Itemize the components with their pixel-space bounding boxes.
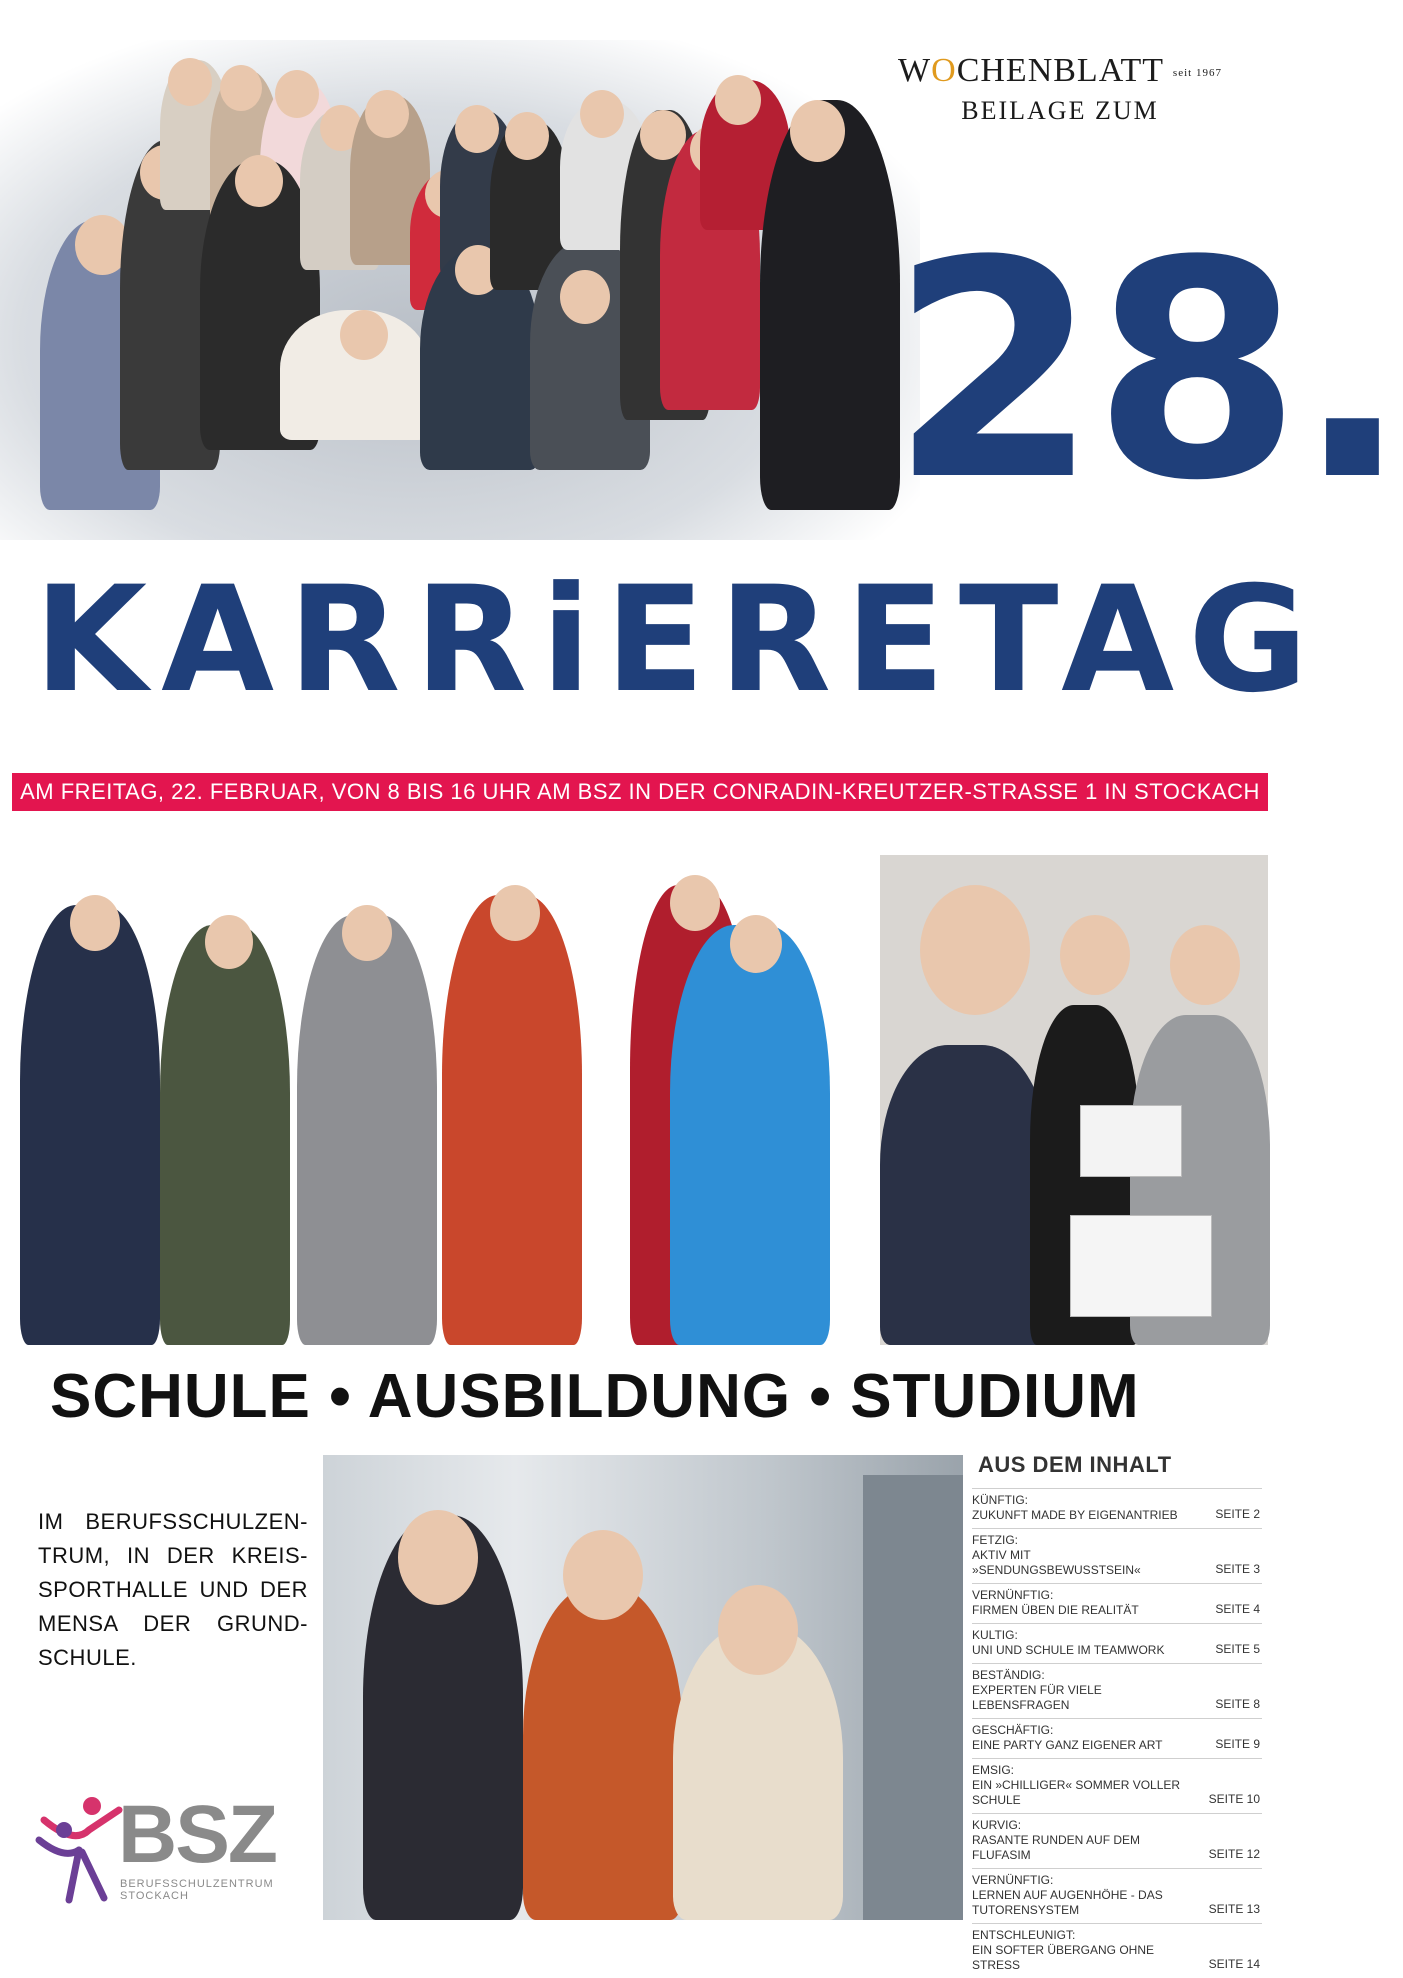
bsz-caption: BERUFSSCHULZENTRUM STOCKACH [120, 1878, 274, 1902]
bsz-letters: BSZ [118, 1789, 276, 1880]
teachers-photo [880, 855, 1268, 1345]
staff-photo [323, 1455, 963, 1920]
bsz-logo [34, 1790, 294, 1910]
toc-item[interactable]: ENTSCHLEUNIGT: EIN SOFTER ÜBERGANG OHNE STRESS SEITE 14 [972, 1923, 1262, 1978]
toc-item[interactable]: EMSIG: EIN »CHILLIGER« SOMMER VOLLER SCHULE SEITE 10 [972, 1758, 1262, 1813]
lead-text: IM BERUFSSCHULZEN-TRUM, IN DER KREIS-SPORTHALLE UND DER MENSA DER GRUND-SCHULE. [38, 1509, 308, 1670]
section-title: SCHULE • AUSBILDUNG • STUDIUM [50, 1362, 1140, 1431]
toc-item[interactable]: BESTÄNDIG: EXPERTEN FÜR VIELE LEBENSFRAGEN SEITE 8 [972, 1663, 1262, 1718]
page-title: KARRiERETAG [34, 555, 1322, 725]
toc-item[interactable]: KULTIG: UNI UND SCHULE IM TEAMWORK SEITE 5 [972, 1623, 1262, 1663]
event-banner: AM FREITAG, 22. FEBRUAR, VON 8 BIS 16 UHR AM BSZ IN DER CONRADIN-KREUTZER-STRASSE 1 IN STOCKACH [12, 773, 1268, 811]
masthead [880, 52, 1240, 126]
masthead-since: seit 1967 [1172, 67, 1222, 80]
group-photo [0, 40, 920, 540]
masthead-brand: WOCHENBLATT seit 1967 [898, 52, 1222, 89]
toc-item[interactable]: VERNÜNFTIG: LERNEN AUF AUGENHÖHE - DAS TUTORENSYSTEM SEITE 13 [972, 1868, 1262, 1923]
toc-title: AUS DEM INHALT [978, 1452, 1172, 1477]
bsz-figure-icon [34, 1790, 124, 1910]
students-photo-left [12, 855, 632, 1345]
toc-item[interactable]: KURVIG: RASANTE RUNDEN AUF DEM FLUFASIM SEITE 12 [972, 1813, 1262, 1868]
students-photo-center [630, 855, 870, 1345]
toc-item[interactable]: GESCHÄFTIG: EINE PARTY GANZ EIGENER ART SEITE 9 [972, 1718, 1262, 1758]
toc-item[interactable]: VERNÜNFTIG: FIRMEN ÜBEN DIE REALITÄT SEITE 4 [972, 1583, 1262, 1623]
edition-number: 28. [890, 197, 1403, 546]
toc-list [972, 1488, 1262, 1978]
masthead-subtitle: BEILAGE ZUM [961, 96, 1159, 125]
toc-item[interactable]: KÜNFTIG: ZUKUNFT MADE BY EIGENANTRIEB SEITE 2 [972, 1488, 1262, 1528]
toc-item[interactable]: FETZIG: AKTIV MIT »SENDUNGSBEWUSSTSEIN« SEITE 3 [972, 1528, 1262, 1583]
